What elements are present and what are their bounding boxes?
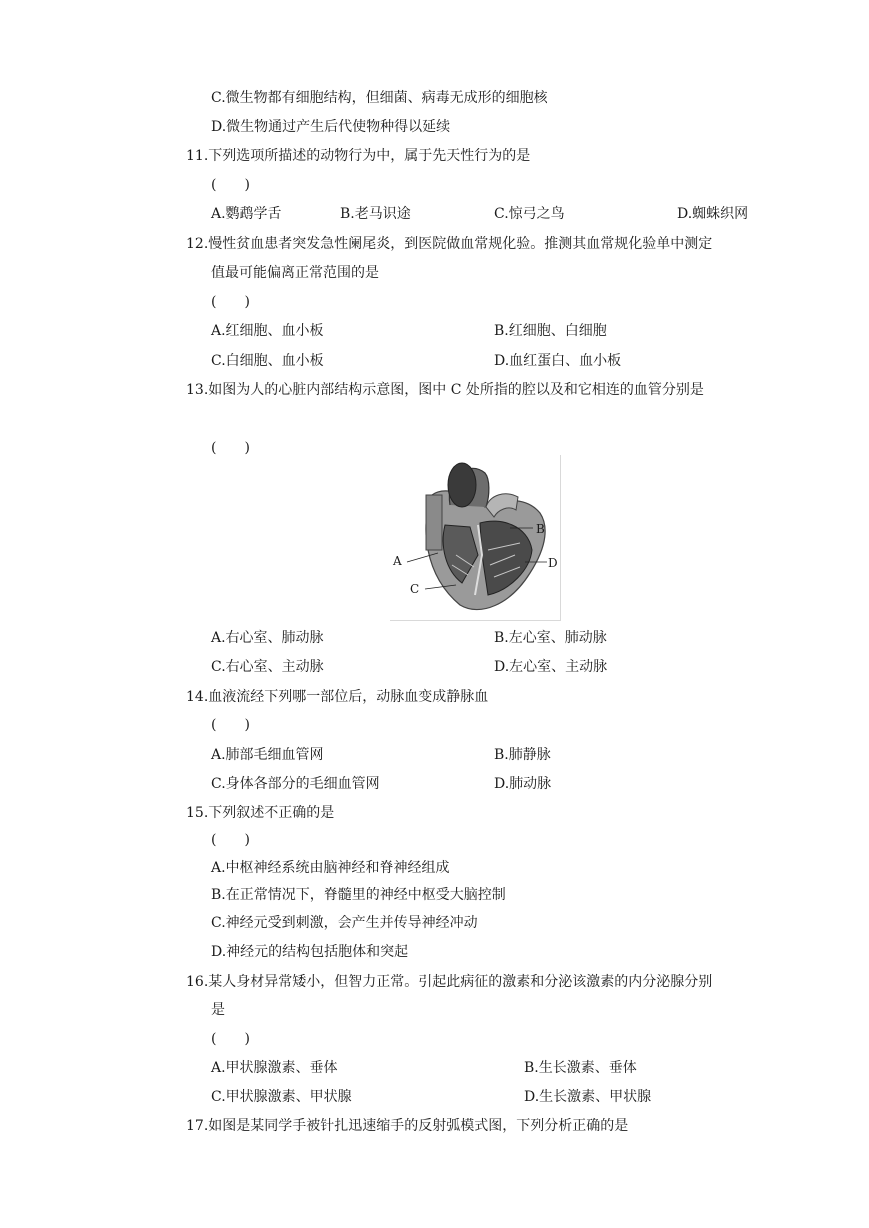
- q13-option-a: A.右心室、肺动脉: [211, 630, 324, 646]
- q12-option-b: B.红细胞、白细胞: [494, 323, 607, 339]
- q12-stem-line1: 12.慢性贫血患者突发急性阑尾炎，到医院做血常规化验。推测其血常规化验单中测定: [186, 236, 713, 252]
- q11-answer-paren: ( ): [211, 177, 250, 193]
- q14-answer-paren: ( ): [211, 717, 250, 733]
- q11-option-b: B.老马识途: [340, 206, 411, 222]
- q11-stem: 11.下列选项所描述的动物行为中，属于先天性行为的是: [186, 148, 531, 164]
- q10-option-d: D.微生物通过产生后代使物种得以延续: [211, 119, 451, 135]
- q13-answer-paren: ( ): [211, 440, 250, 456]
- q15-option-b: B.在正常情况下，脊髓里的神经中枢受大脑控制: [211, 887, 506, 903]
- q15-option-c: C.神经元受到刺激，会产生并传导神经冲动: [211, 915, 478, 931]
- q13-stem: 13.如图为人的心脏内部结构示意图，图中 C 处所指的腔以及和它相连的血管分别是: [186, 382, 704, 398]
- q16-option-a: A.甲状腺激素、垂体: [211, 1060, 338, 1076]
- heart-label-a: A: [393, 554, 402, 568]
- q15-answer-paren: ( ): [211, 832, 250, 848]
- vessel-lumen-shape: [448, 463, 476, 507]
- vena-cava-shape: [426, 495, 442, 550]
- q16-option-b: B.生长激素、垂体: [524, 1060, 637, 1076]
- q15-stem: 15.下列叙述不正确的是: [186, 805, 335, 821]
- q12-option-c: C.白细胞、血小板: [211, 353, 324, 369]
- q12-answer-paren: ( ): [211, 294, 250, 310]
- q16-stem-line2: 是: [211, 1002, 225, 1018]
- q10-option-c: C.微生物都有细胞结构，但细菌、病毒无成形的细胞核: [211, 90, 548, 106]
- q16-option-c: C.甲状腺激素、甲状腺: [211, 1089, 352, 1105]
- heart-label-b: B: [536, 522, 545, 536]
- q16-option-d: D.生长激素、甲状腺: [524, 1089, 652, 1105]
- q16-answer-paren: ( ): [211, 1031, 250, 1047]
- heart-label-c: C: [410, 582, 420, 596]
- heart-label-d: D: [548, 556, 558, 570]
- q13-option-c: C.右心室、主动脉: [211, 659, 324, 675]
- q14-stem: 14.血液流经下列哪一部位后，动脉血变成静脉血: [186, 689, 489, 705]
- q14-option-b: B.肺静脉: [494, 747, 551, 763]
- q17-stem: 17.如图是某同学手被针扎迅速缩手的反射弧模式图，下列分析正确的是: [186, 1118, 629, 1134]
- q11-option-c: C.惊弓之鸟: [494, 206, 565, 222]
- q12-stem-line2: 值最可能偏离正常范围的是: [211, 265, 379, 281]
- q14-option-a: A.肺部毛细血管网: [211, 747, 324, 763]
- q13-option-d: D.左心室、主动脉: [494, 659, 608, 675]
- q13-option-b: B.左心室、肺动脉: [494, 630, 607, 646]
- q16-stem-line1: 16.某人身材异常矮小，但智力正常。引起此病征的激素和分泌该激素的内分泌腺分别: [186, 974, 713, 990]
- q15-option-a: A.中枢神经系统由脑神经和脊神经组成: [211, 860, 450, 876]
- q11-option-a: A.鹦鹉学舌: [211, 206, 282, 222]
- q12-option-d: D.血红蛋白、血小板: [494, 353, 622, 369]
- q14-option-c: C.身体各部分的毛细血管网: [211, 776, 380, 792]
- q12-option-a: A.红细胞、血小板: [211, 323, 324, 339]
- q15-option-d: D.神经元的结构包括胞体和突起: [211, 944, 409, 960]
- q11-option-d: D.蜘蛛织网: [677, 206, 749, 222]
- q14-option-d: D.肺动脉: [494, 776, 552, 792]
